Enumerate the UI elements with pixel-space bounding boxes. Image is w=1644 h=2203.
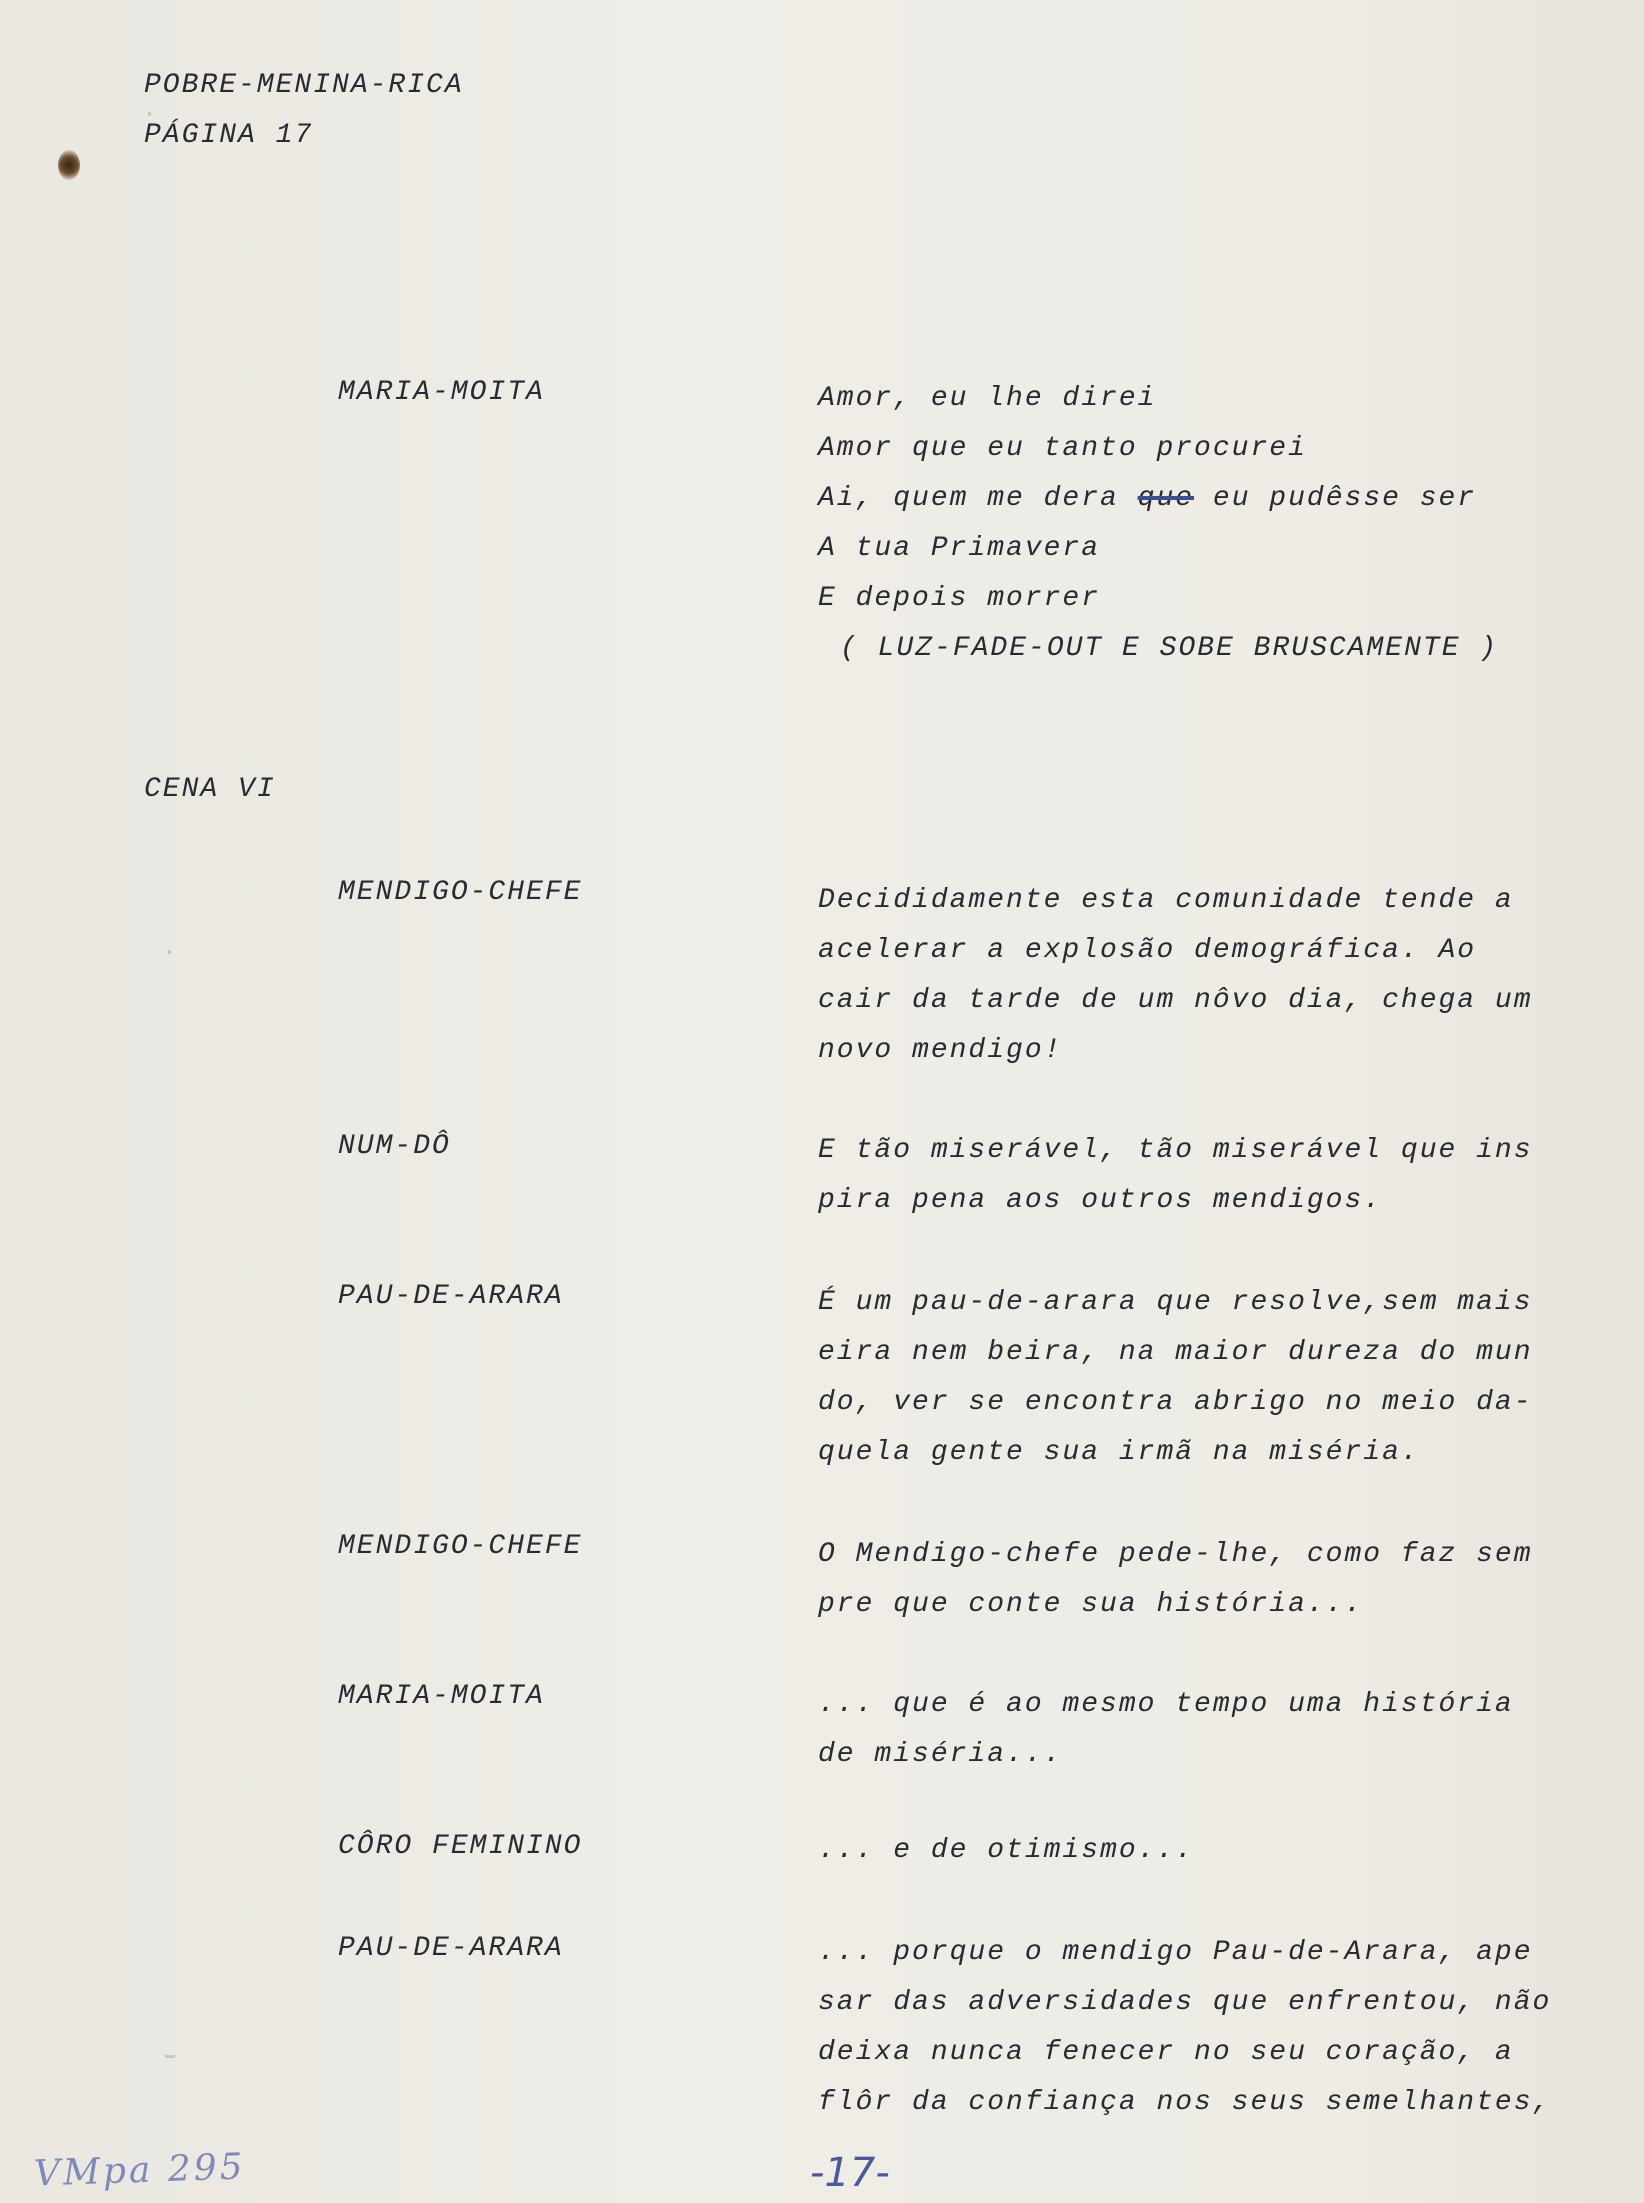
speaker-name: MARIA-MOITA bbox=[338, 1681, 545, 1712]
speck bbox=[165, 2055, 175, 2058]
dialogue-text: Decididamente esta comunidade tende a acelerar a explosão demográfica. Ao cair da tarde de um nôvo dia, chega um novo mendigo! bbox=[818, 885, 1533, 1066]
dialogue-text: O Mendigo-chefe pede-lhe, como faz sem pre que conte sua história... bbox=[818, 1539, 1533, 1620]
scene-heading: CENA VI bbox=[144, 774, 276, 805]
page-label: PÁGINA 17 bbox=[144, 120, 314, 151]
dialogue-text: É um pau-de-arara que resolve,sem mais eira nem beira, na maior dureza do mun do, ver se encontra abrigo no meio da- quela gente sua irmã na miséria. bbox=[818, 1287, 1533, 1468]
speck bbox=[148, 112, 151, 116]
dialogue-text: ... que é ao mesmo tempo uma história de miséria... bbox=[818, 1689, 1514, 1770]
dialogue-text: ... porque o mendigo Pau-de-Arara, ape sar das adversidades que enfrentou, não deixa nunca fenecer no seu coração, a flôr da confiança nos seus semelhantes, bbox=[818, 1937, 1552, 2118]
dialogue-text: ... e de otimismo... bbox=[818, 1835, 1195, 1866]
speaker-name: MENDIGO-CHEFE bbox=[338, 877, 583, 908]
speaker-name: MARIA-MOITA bbox=[338, 377, 545, 408]
speaker-name: MENDIGO-CHEFE bbox=[338, 1531, 583, 1562]
dialogue-text: E tão miserável, tão miserável que ins pira pena aos outros mendigos. bbox=[818, 1135, 1533, 1216]
speaker-name: PAU-DE-ARARA bbox=[338, 1281, 564, 1312]
speaker-name: PAU-DE-ARARA bbox=[338, 1933, 564, 1964]
page-number: -17- bbox=[810, 2150, 890, 2196]
ink-stain bbox=[58, 150, 80, 180]
archive-note: VMpa 295 bbox=[33, 2146, 247, 2195]
speaker-name: CÔRO FEMININO bbox=[338, 1831, 583, 1862]
stage-direction: ( LUZ-FADE-OUT E SOBE BRUSCAMENTE ) bbox=[840, 633, 1499, 664]
struck-word: que bbox=[1137, 483, 1195, 514]
speck bbox=[168, 950, 171, 954]
speaker-name: NUM-DÔ bbox=[338, 1131, 451, 1162]
play-title: POBRE-MENINA-RICA bbox=[144, 70, 464, 101]
dialogue-text: Amor, eu lhe direi Amor que eu tanto procurei Ai, quem me dera que eu pudêsse ser A tua Primavera E depois morrer ( LUZ-FADE-OUT E SOBE BRUSCAMENTE ) bbox=[818, 374, 1618, 674]
